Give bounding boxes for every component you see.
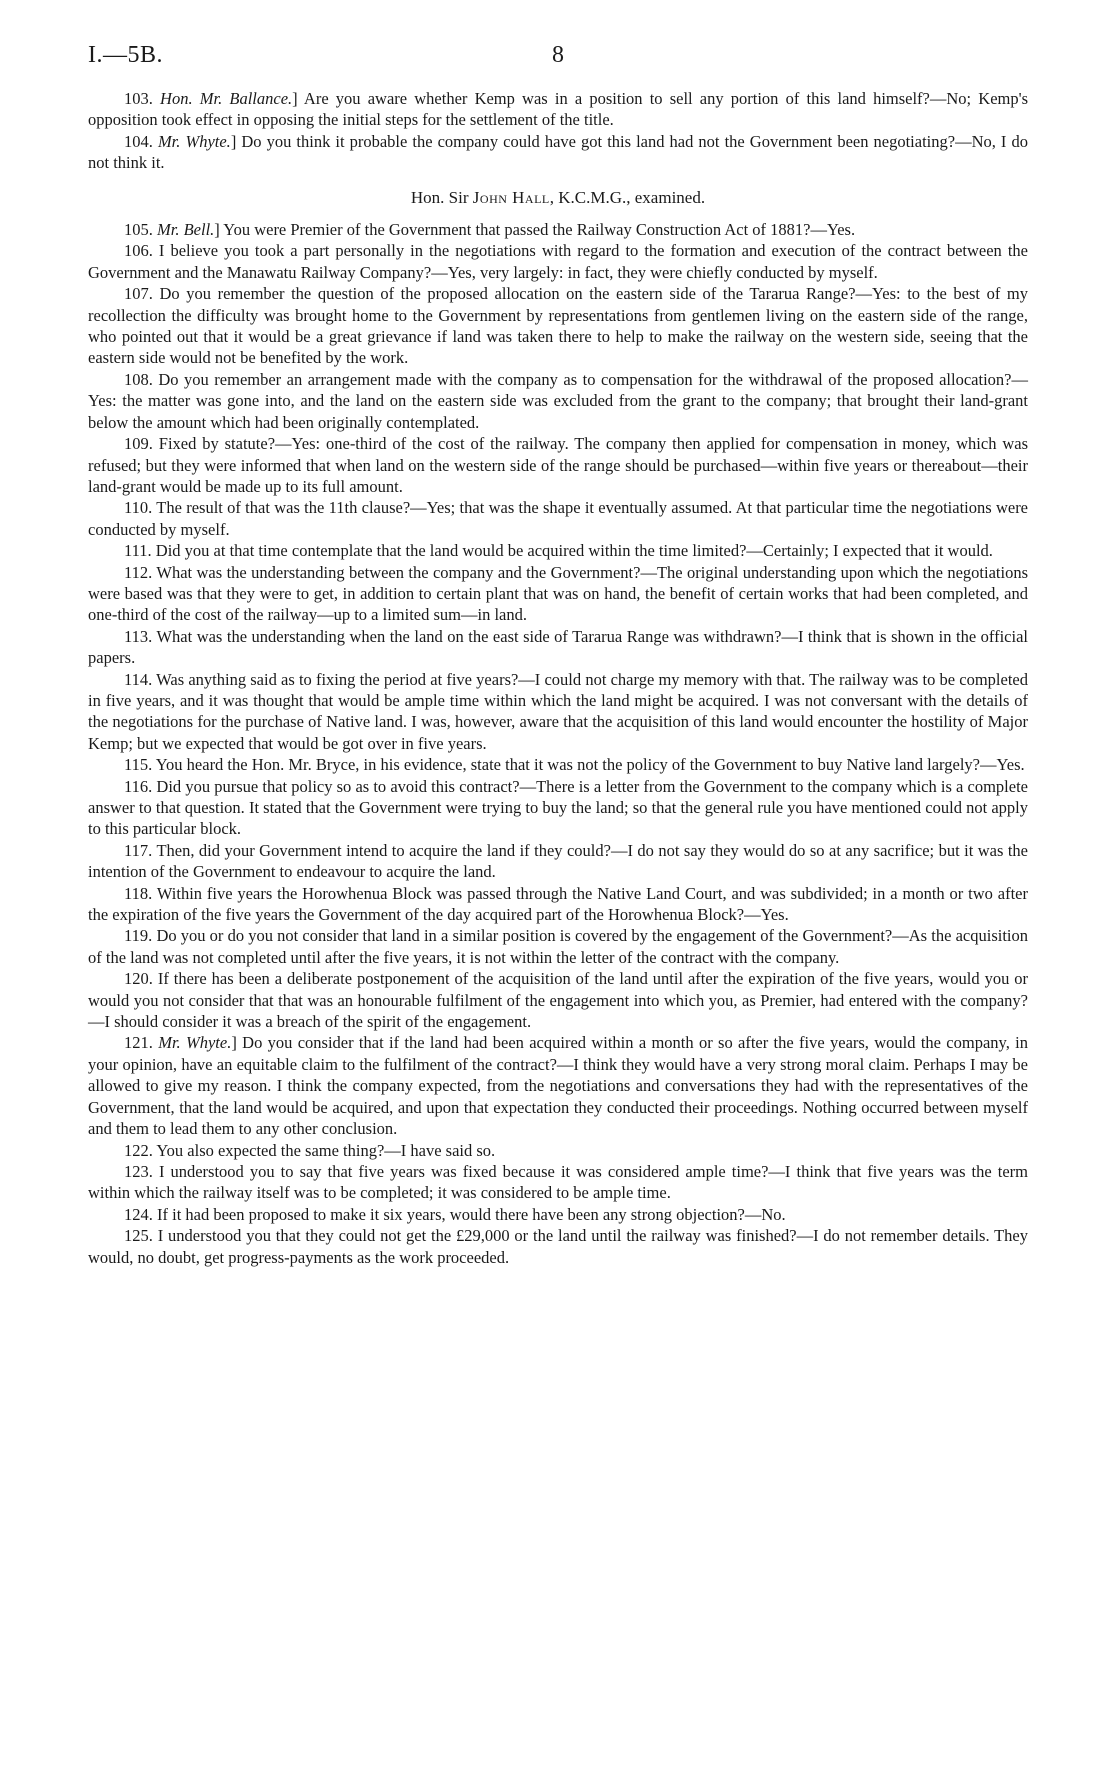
question-text: Do you think it probable the company could have got this land had not the Government been negotiating?—No, I do not think it. <box>88 131 1028 173</box>
question-paragraph <box>88 219 1028 240</box>
question-number: 114. <box>124 669 153 689</box>
witness-heading <box>88 187 1028 208</box>
question-number: 117. <box>124 840 153 860</box>
question-number: 125. <box>124 1226 153 1246</box>
question-text: The result of that was the 11th clause?—Yes; that was the shape it eventually assumed. At that particular time the negotiations were conducted by myself. <box>88 498 1029 539</box>
question-text: Do you or do you not consider that land in a similar position is covered by the engagement of the Government?—As the acquisition of the land was not completed until after the five years, it is not within the letter of the contract with the company. <box>88 926 1028 967</box>
witness-heading-suffix: , K.C.M.G., examined. <box>549 187 706 207</box>
question-number: 109. <box>124 434 153 454</box>
page-header <box>88 38 1028 88</box>
question-text: Are you aware whether Kemp was in a position to sell any portion of this land himself?—No; Kemp's opposition took effect in opposing the initial steps for the settlement of the title. <box>88 89 1029 130</box>
question-number: 120. <box>124 969 153 989</box>
question-number: 110. <box>124 498 153 518</box>
page-number: 8 <box>552 42 564 68</box>
question-number: 116. <box>124 776 153 796</box>
document-body <box>88 88 1028 1268</box>
speaker-name: Mr. Bell. <box>157 220 215 240</box>
question-text: Then, did your Government intend to acquire the land if they could?—I do not say they would do so at any sacrifice; but it was the intention of the Government to endeavour to acquire the land. <box>88 840 1029 882</box>
question-text: What was the understanding between the company and the Government?—The original understanding upon which the negotiations were based was that they were to get, in addition to certain plant that was on hand, the benefit of certain works that had been completed, and one-third of the cost of the railway—up to a limited sum—in land. <box>88 562 1028 625</box>
question-text: Did you at that time contemplate that the land would be acquired within the time limited?—Certainly; I expected that it would. <box>155 541 993 561</box>
question-text: I believe you took a part personally in the negotiations with regard to the formation and execution of the contract between the Government and the Manawatu Railway Company?—Yes, very largely: in fact, they were chiefly conducted by myself. <box>88 241 1028 282</box>
question-number: 115. <box>124 755 153 775</box>
question-text: If there has been a deliberate postponement of the acquisition of the land until after the expiration of the five years, would you or would you not consider that that was an honourable fulfilment of the engagement into which you, as Premier, had entered with the company?—I should consider it was a breach of the spirit of the engagement. <box>88 969 1029 1032</box>
question-text: If it had been proposed to make it six years, would there have been any strong objection?—No. <box>157 1204 786 1224</box>
document-page <box>88 38 1028 1268</box>
question-paragraph <box>88 131 1028 174</box>
witness-name: John Hall <box>472 187 550 207</box>
question-number: 107. <box>124 284 153 304</box>
witness-heading-prefix: Hon. Sir <box>410 187 469 207</box>
question-number: 106. <box>124 241 153 261</box>
question-text: What was the understanding when the land on the east side of Tararua Range was withdrawn?—I think that is shown in the official papers. <box>88 626 1029 668</box>
question-text: Fixed by statute?—Yes: one-third of the cost of the railway. The company then applied for compensation in money, which was refused; but they were informed that when land on the western side of the range should be purchased—within five years or thereabout—their land-grant would be made up to its full amount. <box>88 434 1029 496</box>
question-text: Was anything said as to fixing the period at five years?—I could not charge my memory with that. The railway was to be completed in five years, and it was thought that would be ample time within which the land might be acquired. I was not conversant with the details of the negotiations for the purchase of Native land. I was, however, aware that the acquisition of this land would encounter the hostility of Major Kemp; but we expected that would be got over in five years. <box>88 669 1028 753</box>
question-paragraph <box>88 562 1028 626</box>
speaker-bracket: ] <box>292 89 298 108</box>
question-paragraph <box>88 840 1028 883</box>
speaker-bracket: ] <box>230 131 237 151</box>
question-text: Do you consider that if the land had been acquired within a month or so after the five years, would the company, in your opinion, have an equitable claim to the fulfilment of the contract?—I think they would have a very strong moral claim. Perhaps I may be allowed to give my reason. I think the company expected, from the negotiations and conversations they had with the representatives of the Government, that the land would be acquired, and upon that expectation they conducted their proceedings. Nothing occurred between myself and them to lead them to any other conclusion. <box>88 1033 1028 1139</box>
question-paragraph <box>88 369 1028 433</box>
question-text: Do you remember an arrangement made with the company as to compensation for the withdrawal of the proposed allocation?—Yes: the matter was gone into, and the land on the eastern side was excluded from the grant to the company; that brought their land-grant below the amount which had been originally contemplated. <box>88 369 1028 432</box>
question-paragraph <box>88 968 1028 1032</box>
question-paragraph <box>88 1140 1028 1161</box>
question-paragraph <box>88 925 1028 968</box>
question-number: 118. <box>124 883 153 903</box>
question-paragraph <box>88 1161 1028 1204</box>
question-number: 122. <box>124 1140 153 1160</box>
question-paragraph <box>88 669 1028 755</box>
question-number: 124. <box>124 1204 153 1224</box>
speaker-name: Mr. Whyte. <box>158 1033 232 1053</box>
speaker-bracket: ] <box>214 220 220 240</box>
speaker-bracket: ] <box>231 1033 237 1053</box>
speaker-name: Mr. Whyte. <box>157 131 231 151</box>
question-paragraph <box>88 1204 1028 1225</box>
question-number: 105. <box>124 220 153 240</box>
question-paragraph <box>88 88 1028 131</box>
examination-section-two <box>88 219 1028 1268</box>
question-text: You heard the Hon. Mr. Bryce, in his evidence, state that it was not the policy of the Government to buy Native land largely?—Yes. <box>155 755 1025 775</box>
question-paragraph <box>88 626 1028 669</box>
question-text: Within five years the Horowhenua Block was passed through the Native Land Court, and was subdivided; in a month or two after the expiration of the five years the Government of the day acquired part of the Horowhenua Block?—Yes. <box>88 883 1028 925</box>
question-paragraph <box>88 240 1028 283</box>
question-number: 112. <box>124 562 153 582</box>
question-text: Do you remember the question of the proposed allocation on the eastern side of the Tararua Range?—Yes: to the best of my recollection the difficulty was brought home to the Government by representations from gentlemen living on the eastern side of the range, who pointed out that it would be a great grievance if land was taken there to help to make the railway on the western side, seeing that the eastern side would not be benefited by the work. <box>88 284 1029 368</box>
question-number: 119. <box>124 926 153 946</box>
question-number: 103. <box>124 89 153 108</box>
question-paragraph <box>88 776 1028 840</box>
question-number: 123. <box>124 1161 153 1181</box>
question-paragraph <box>88 754 1028 775</box>
document-reference: I.—5B. <box>88 42 163 68</box>
examination-section-one <box>88 88 1028 174</box>
question-number: 104. <box>124 131 153 151</box>
question-paragraph <box>88 540 1028 561</box>
question-text: Did you pursue that policy so as to avoid this contract?—There is a letter from the Government to the company which is a complete answer to that question. It stated that the Government were trying to buy the land; so that the general rule you have mentioned could not apply to this particular block. <box>88 776 1028 839</box>
question-number: 108. <box>124 369 153 389</box>
question-text: You were Premier of the Government that passed the Railway Construction Act of 1881?—Yes. <box>219 220 856 240</box>
question-number: 111. <box>124 541 152 561</box>
question-number: 121. <box>124 1033 153 1053</box>
question-paragraph <box>88 1032 1028 1139</box>
question-paragraph <box>88 283 1028 369</box>
question-text: I understood you that they could not get the £29,000 or the land until the railway was finished?—I do not remember details. They would, no doubt, get progress-payments as the work proceeded. <box>88 1226 1029 1267</box>
question-paragraph <box>88 1225 1028 1268</box>
question-paragraph <box>88 883 1028 926</box>
question-paragraph <box>88 497 1028 540</box>
question-text: I understood you to say that five years was fixed because it was considered ample time?—I think that five years was the term within which the railway itself was to be completed; it was considered to be ample time. <box>88 1161 1028 1203</box>
question-paragraph <box>88 433 1028 497</box>
speaker-name: Hon. Mr. Ballance. <box>160 89 293 108</box>
question-number: 113. <box>124 626 153 646</box>
question-text: You also expected the same thing?—I have said so. <box>156 1140 496 1160</box>
